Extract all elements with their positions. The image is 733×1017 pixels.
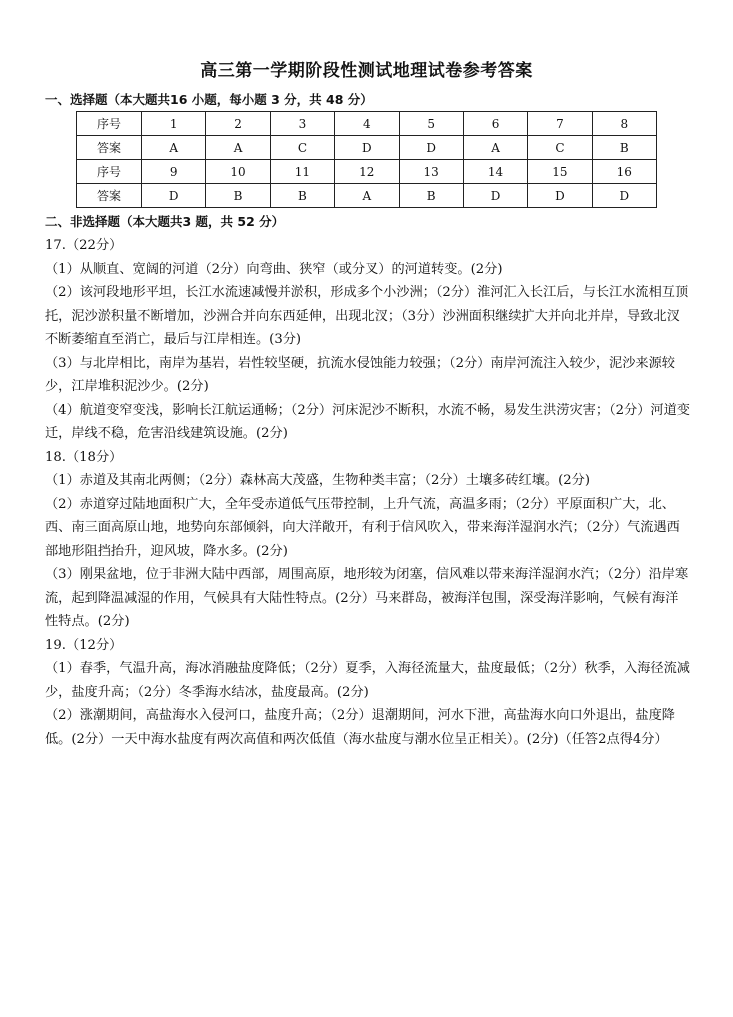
answer-cell: A [335,184,399,208]
question-17-heading: 17.（22分） [45,238,123,253]
answer-cell: A [463,136,527,160]
question-number-cell: 9 [142,160,206,184]
page-title: 高三第一学期阶段性测试地理试卷参考答案 [200,61,533,81]
question-number-cell: 5 [399,112,463,136]
answer-cell: C [528,136,592,160]
q19-answer-1: （1）春季，气温升高，海冰消融盐度降低；（2分）夏季，入海径流量大，盐度最低；（2分）秋季，入海径流减少，盐度升高；（2分）冬季海水结冰，盐度最高。(2分) [45,661,690,700]
answers-body [45,234,690,751]
answer-cell: B [399,184,463,208]
answer-cell: A [142,136,206,160]
question-19-heading: 19.（12分） [45,637,123,653]
answer-cell: B [206,184,270,208]
q17-answer-1: （1）从顺直、宽阔的河道（2分）向弯曲、狭窄（或分叉）的河道转变。(2分) [45,261,503,277]
question-number-cell: 6 [463,112,527,136]
question-number-cell: 3 [270,112,334,136]
answer-cell: A [206,136,270,160]
question-number-cell: 15 [528,160,592,184]
q18-answer-1: （1）赤道及其南北两侧；（2分）森林高大茂盛，生物种类丰富；（2分）土壤多砖红壤。(2分) [45,473,590,488]
answer-cell: D [528,184,592,208]
answer-table-row [77,112,657,136]
question-number-cell: 2 [206,112,270,136]
answer-cell: D [592,184,656,208]
q17-answer-3: （3）与北岸相比，南岸为基岩，岩性较坚硬，抗流水侵蚀能力较强；（2分）南岸河流注入较少，泥沙来源较少，江岸堆积泥沙少。(2分) [45,355,675,394]
question-number-cell: 8 [592,112,656,136]
question-number-cell: 16 [592,160,656,184]
q17-answer-4: （4）航道变窄变浅，影响长江航运通畅；（2分）河床泥沙不断积，水流不畅，易发生洪涝灾害；（2分）河道变迁，岸线不稳，危害沿线建筑设施。(2分) [45,402,690,441]
question-18-heading: 18.（18分） [45,449,123,465]
answer-cell: D [399,136,463,160]
q17-answer-2: （2）该河段地形平坦，长江水流速减慢并淤积，形成多个小沙洲；（2分）淮河汇入长江后，与长江水流相互顶托，泥沙淤积量不断增加，沙洲合并向东西延伸，出现北汊；（3分）沙洲面积继续扩大并向北并岸，导致北汊不断萎缩直至消亡，最后与江岸相连。(3分) [45,285,689,347]
answer-table [76,111,657,208]
question-number-cell: 4 [335,112,399,136]
question-number-cell: 1 [142,112,206,136]
row-label-cell: 答案 [77,136,142,160]
answer-cell: D [463,184,527,208]
question-number-cell: 10 [206,160,270,184]
answer-table-row [77,160,657,184]
section-1-heading: 一、选择题（本大题共16 小题，每小题 3 分，共 48 分） [45,92,373,107]
answer-table-row [77,136,657,160]
answer-cell: B [270,184,334,208]
question-number-cell: 11 [270,160,334,184]
question-number-cell: 12 [335,160,399,184]
question-number-cell: 14 [463,160,527,184]
answer-cell: D [142,184,206,208]
answer-cell: B [592,136,656,160]
row-label-cell: 答案 [77,184,142,208]
q18-answer-3: （3）刚果盆地，位于非洲大陆中西部，周围高原，地形较为闭塞，信风难以带来海洋湿润水汽；（2分）沿岸寒流，起到降温减湿的作用，气候具有大陆性特点。(2分）马来群岛，被海洋包围，深受海洋影响，气候有海洋性特点。(2分) [45,567,689,629]
q18-answer-2: （2）赤道穿过陆地面积广大，全年受赤道低气压带控制，上升气流，高温多雨；（2分）平原面积广大，北、西、南三面高原山地，地势向东部倾斜，向大洋敞开，有利于信风吹入，带来海洋湿润水汽；（2分）气流遇西部地形阻挡抬升，迎风坡，降水多。(2分) [45,496,680,559]
answer-cell: C [270,136,334,160]
question-number-cell: 7 [528,112,592,136]
row-label-cell: 序号 [77,160,142,184]
question-number-cell: 13 [399,160,463,184]
section-2-heading: 二、非选择题（本大题共3 题，共 52 分） [45,214,285,229]
answer-cell: D [335,136,399,160]
answer-table-row [77,184,657,208]
q19-answer-2: （2）涨潮期间，高盐海水入侵河口，盐度升高；（2分）退潮期间，河水下泄，高盐海水向口外退出，盐度降低。(2分）一天中海水盐度有两次高值和两次低值（海水盐度与潮水位呈正相关）。(2分)（任答2点得4分） [45,708,675,747]
row-label-cell: 序号 [77,112,142,136]
